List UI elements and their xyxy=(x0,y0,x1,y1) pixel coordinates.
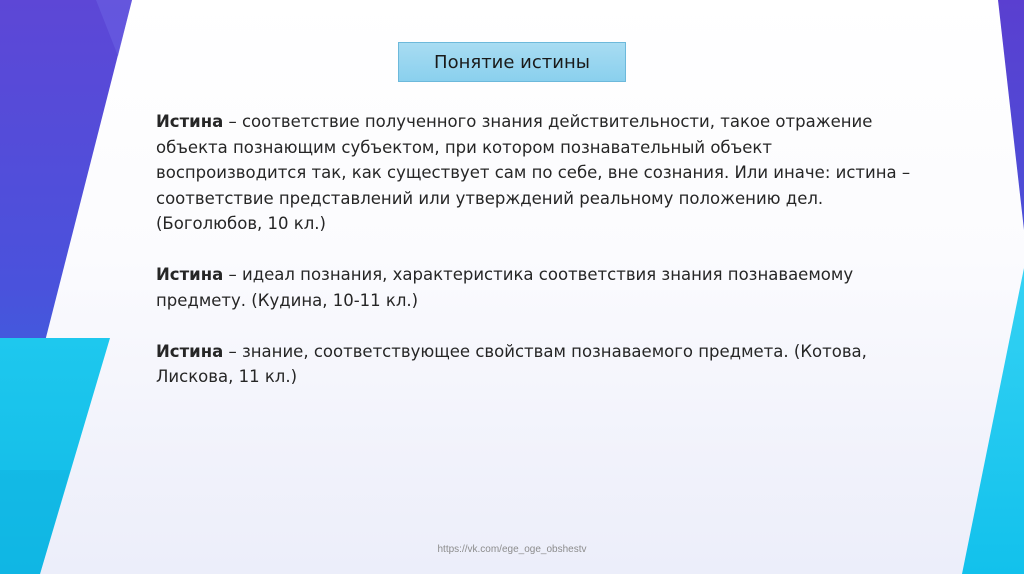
title-box xyxy=(398,42,626,82)
right-cyan-triangle xyxy=(962,268,1024,574)
slide-title: Понятие истины xyxy=(434,51,590,73)
definition-term: Истина xyxy=(156,341,224,361)
definition-text: – знание, соответствующее свойствам познаваемого предмета. (Котова, Лискова, 11 кл.) xyxy=(156,341,867,386)
right-purple-sliver xyxy=(998,0,1024,230)
definition-term: Истина xyxy=(156,112,224,131)
definitions-content xyxy=(156,109,916,415)
definition-text: – соответствие полученного знания действительности, такое отражение объекта познающим субъектом, при котором познавательный объект воспроизводится так, как существует сам по себе, вне сознания. Или иначе: истина – соответствие представлений или утверждений реальному положению дел. (Боголюбов, 10 кл.) xyxy=(156,112,911,233)
definition-paragraph xyxy=(156,109,916,237)
definition-paragraph xyxy=(156,339,916,390)
definition-paragraph xyxy=(156,262,916,313)
left-cyan-shade xyxy=(0,470,70,574)
definition-text: – идеал познания, характеристика соответствия знания познаваемому предмету. (Кудина, 10-11 кл.) xyxy=(156,265,854,310)
definition-term: Истина xyxy=(156,265,224,284)
footer-url[interactable]: https://vk.com/ege_oge_obshestv xyxy=(437,544,587,555)
